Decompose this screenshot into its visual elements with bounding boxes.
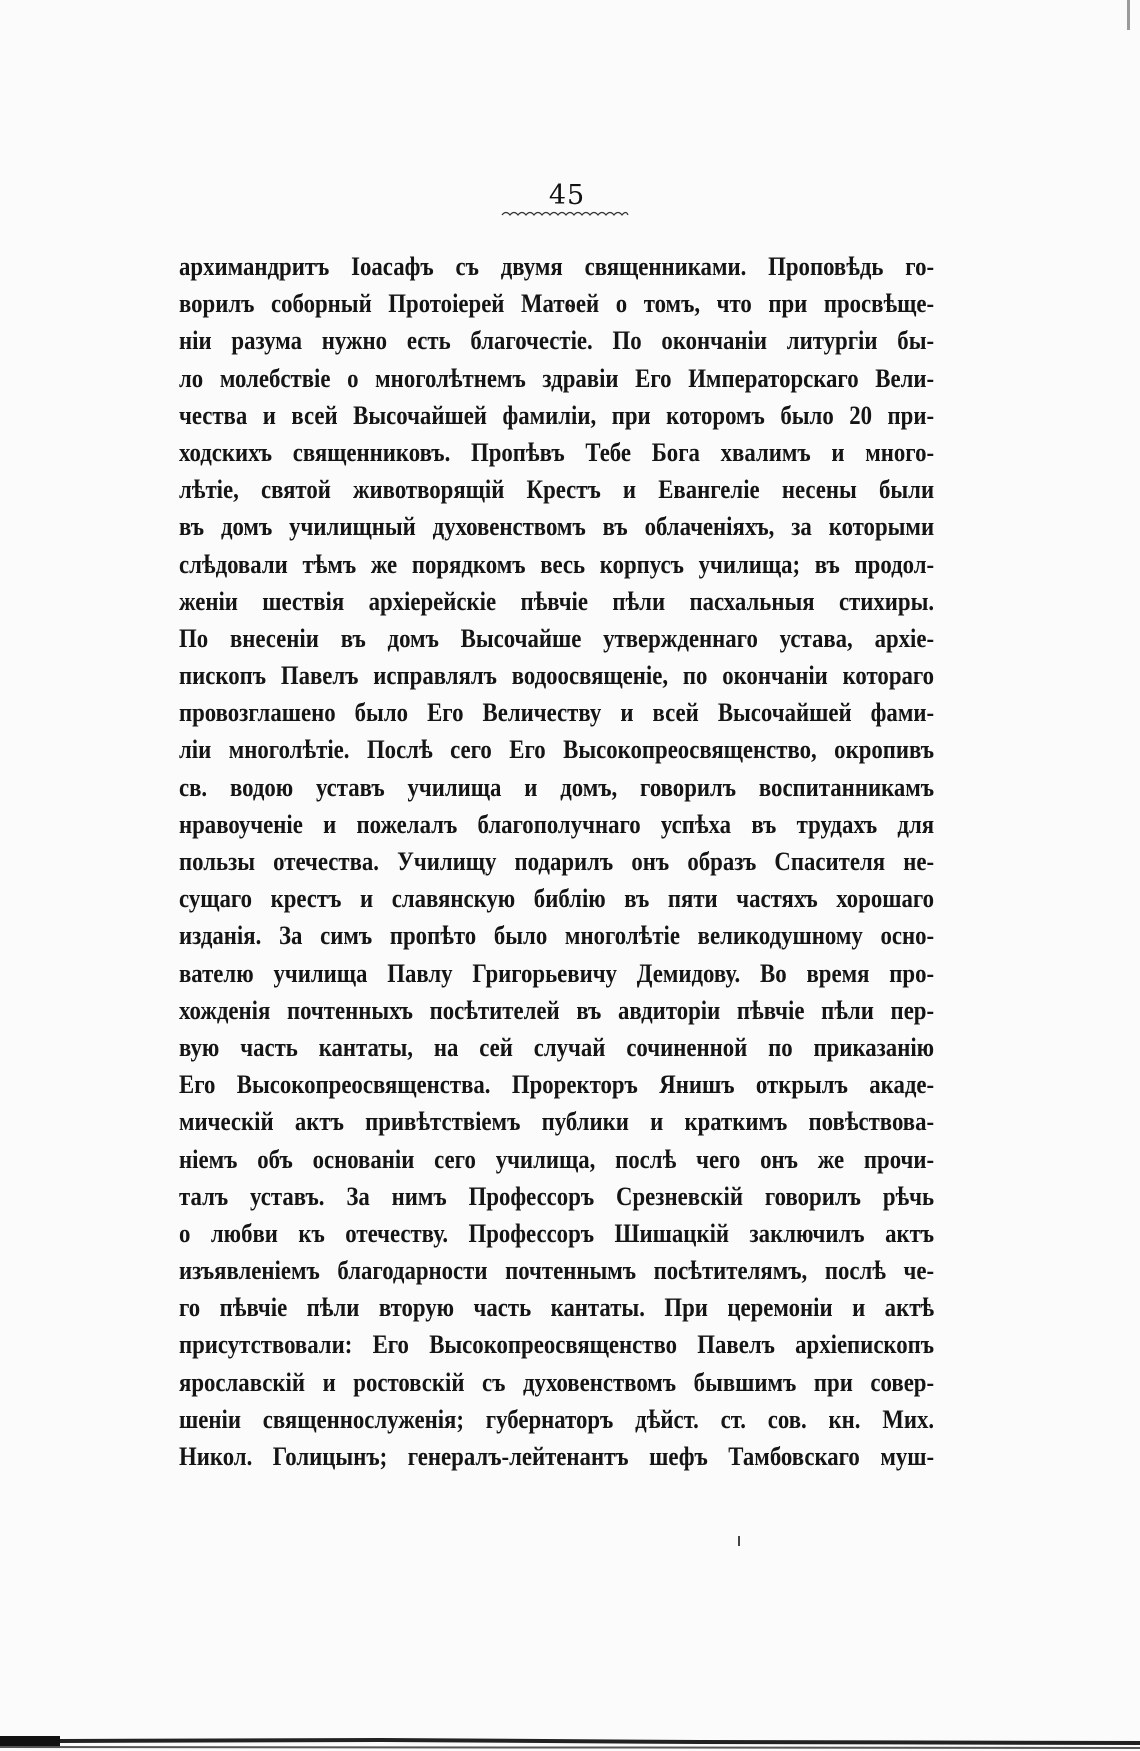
text-line: талъ уставъ. За нимъ Профессоръ Срезневскій говорилъ рѣчь (179, 1180, 935, 1211)
text-line: Его Высокопреосвященства. Проректоръ Янишъ открылъ акаде- (179, 1069, 935, 1100)
text-line: вую часть кантаты, на сей случай сочиненной по приказанію (179, 1031, 935, 1062)
text-line: ворилъ соборный Протоіерей Матѳей о томъ, что при просвѣще- (179, 288, 935, 319)
text-line: го пѣвчіе пѣли вторую часть кантаты. При церемоніи и актѣ (179, 1292, 935, 1323)
body-text (179, 248, 934, 1475)
text-line: въ домъ училищный духовенствомъ въ облаченіяхъ, за которыми (179, 511, 935, 542)
text-line: провозглашено было Его Величеству и всей Высочайшей фами- (179, 697, 935, 728)
text-line: св. водою уставъ училища и домъ, говорилъ воспитанникамъ (179, 771, 935, 802)
text-line: присутствовали: Его Высокопреосвященство Павелъ архіепископъ (179, 1329, 935, 1360)
text-line: нравоученіе и пожелалъ благополучнаго успѣха въ трудахъ для (179, 808, 935, 839)
text-line: ло молебствіе о многолѣтнемъ здравіи Его Императорскаго Вели- (179, 362, 935, 393)
text-line: о любви къ отечеству. Профессоръ Шишацкій заключилъ актъ (179, 1217, 935, 1248)
page-number-ornament (500, 209, 630, 219)
text-line: шеніи священнослуженія; губернаторъ дѣйст. ст. сов. кн. Мих. (179, 1403, 935, 1434)
text-line: изданія. За симъ пропѣто было многолѣтіе великодушному осно- (179, 920, 935, 951)
text-line: пользы отечества. Училищу подарилъ онъ образъ Спасителя не- (179, 846, 935, 876)
text-line: изъявленіемъ благодарности почтеннымъ посѣтителямъ, послѣ че- (179, 1255, 935, 1286)
stray-ink-mark (738, 1536, 740, 1546)
text-line: По внесеніи въ домъ Высочайше утвержденнаго устава, архіе- (179, 622, 935, 653)
text-line: чества и всей Высочайшей фамиліи, при которомъ было 20 при- (179, 399, 935, 430)
text-line: Никол. Голицынъ; генералъ-лейтенантъ шефъ Тамбовскаго муш- (179, 1441, 935, 1471)
text-line: архимандритъ Іоасафъ съ двумя священниками. Проповѣдь го- (179, 251, 935, 281)
text-line: пископъ Павелъ исправлялъ водоосвященіе, по окончаніи котораго (179, 660, 935, 691)
text-line: хожденія почтенныхъ посѣтителей въ авдиторіи пѣвчіе пѣли пер- (179, 994, 935, 1025)
page-number: 45 (548, 180, 586, 211)
text-line: слѣдовали тѣмъ же порядкомъ весь корпусъ училища; въ продол- (179, 548, 935, 579)
text-line: ніемъ объ основаніи сего училища, послѣ чего онъ же прочи- (179, 1143, 935, 1174)
text-line: ходскихъ священниковъ. Пропѣвъ Тебе Бога хвалимъ и много- (179, 436, 935, 467)
text-line: женіи шествія архіерейскіе пѣвчіе пѣли пасхальныя стихиры. (179, 585, 935, 616)
scan-bottom-edge (0, 1731, 1140, 1751)
text-line: мическій актъ привѣтствіемъ публики и краткимъ повѣствова- (179, 1106, 935, 1137)
text-line: ярославскій и ростовскій съ духовенствомъ бывшимъ при совер- (179, 1366, 935, 1397)
text-line: лѣтіе, святой животворящій Крестъ и Евангеліе несены были (179, 474, 935, 505)
text-line: вателю училища Павлу Григорьевичу Демидову. Во время про- (179, 957, 935, 988)
scan-edge-mark (1127, 0, 1130, 30)
text-line: ніи разума нужно есть благочестіе. По окончаніи литургіи бы- (179, 325, 935, 356)
text-line: сущаго крестъ и славянскую библію въ пяти частяхъ хорошаго (179, 883, 935, 914)
text-line: ліи многолѣтіе. Послѣ сего Его Высокопреосвященство, окропивъ (179, 734, 935, 765)
